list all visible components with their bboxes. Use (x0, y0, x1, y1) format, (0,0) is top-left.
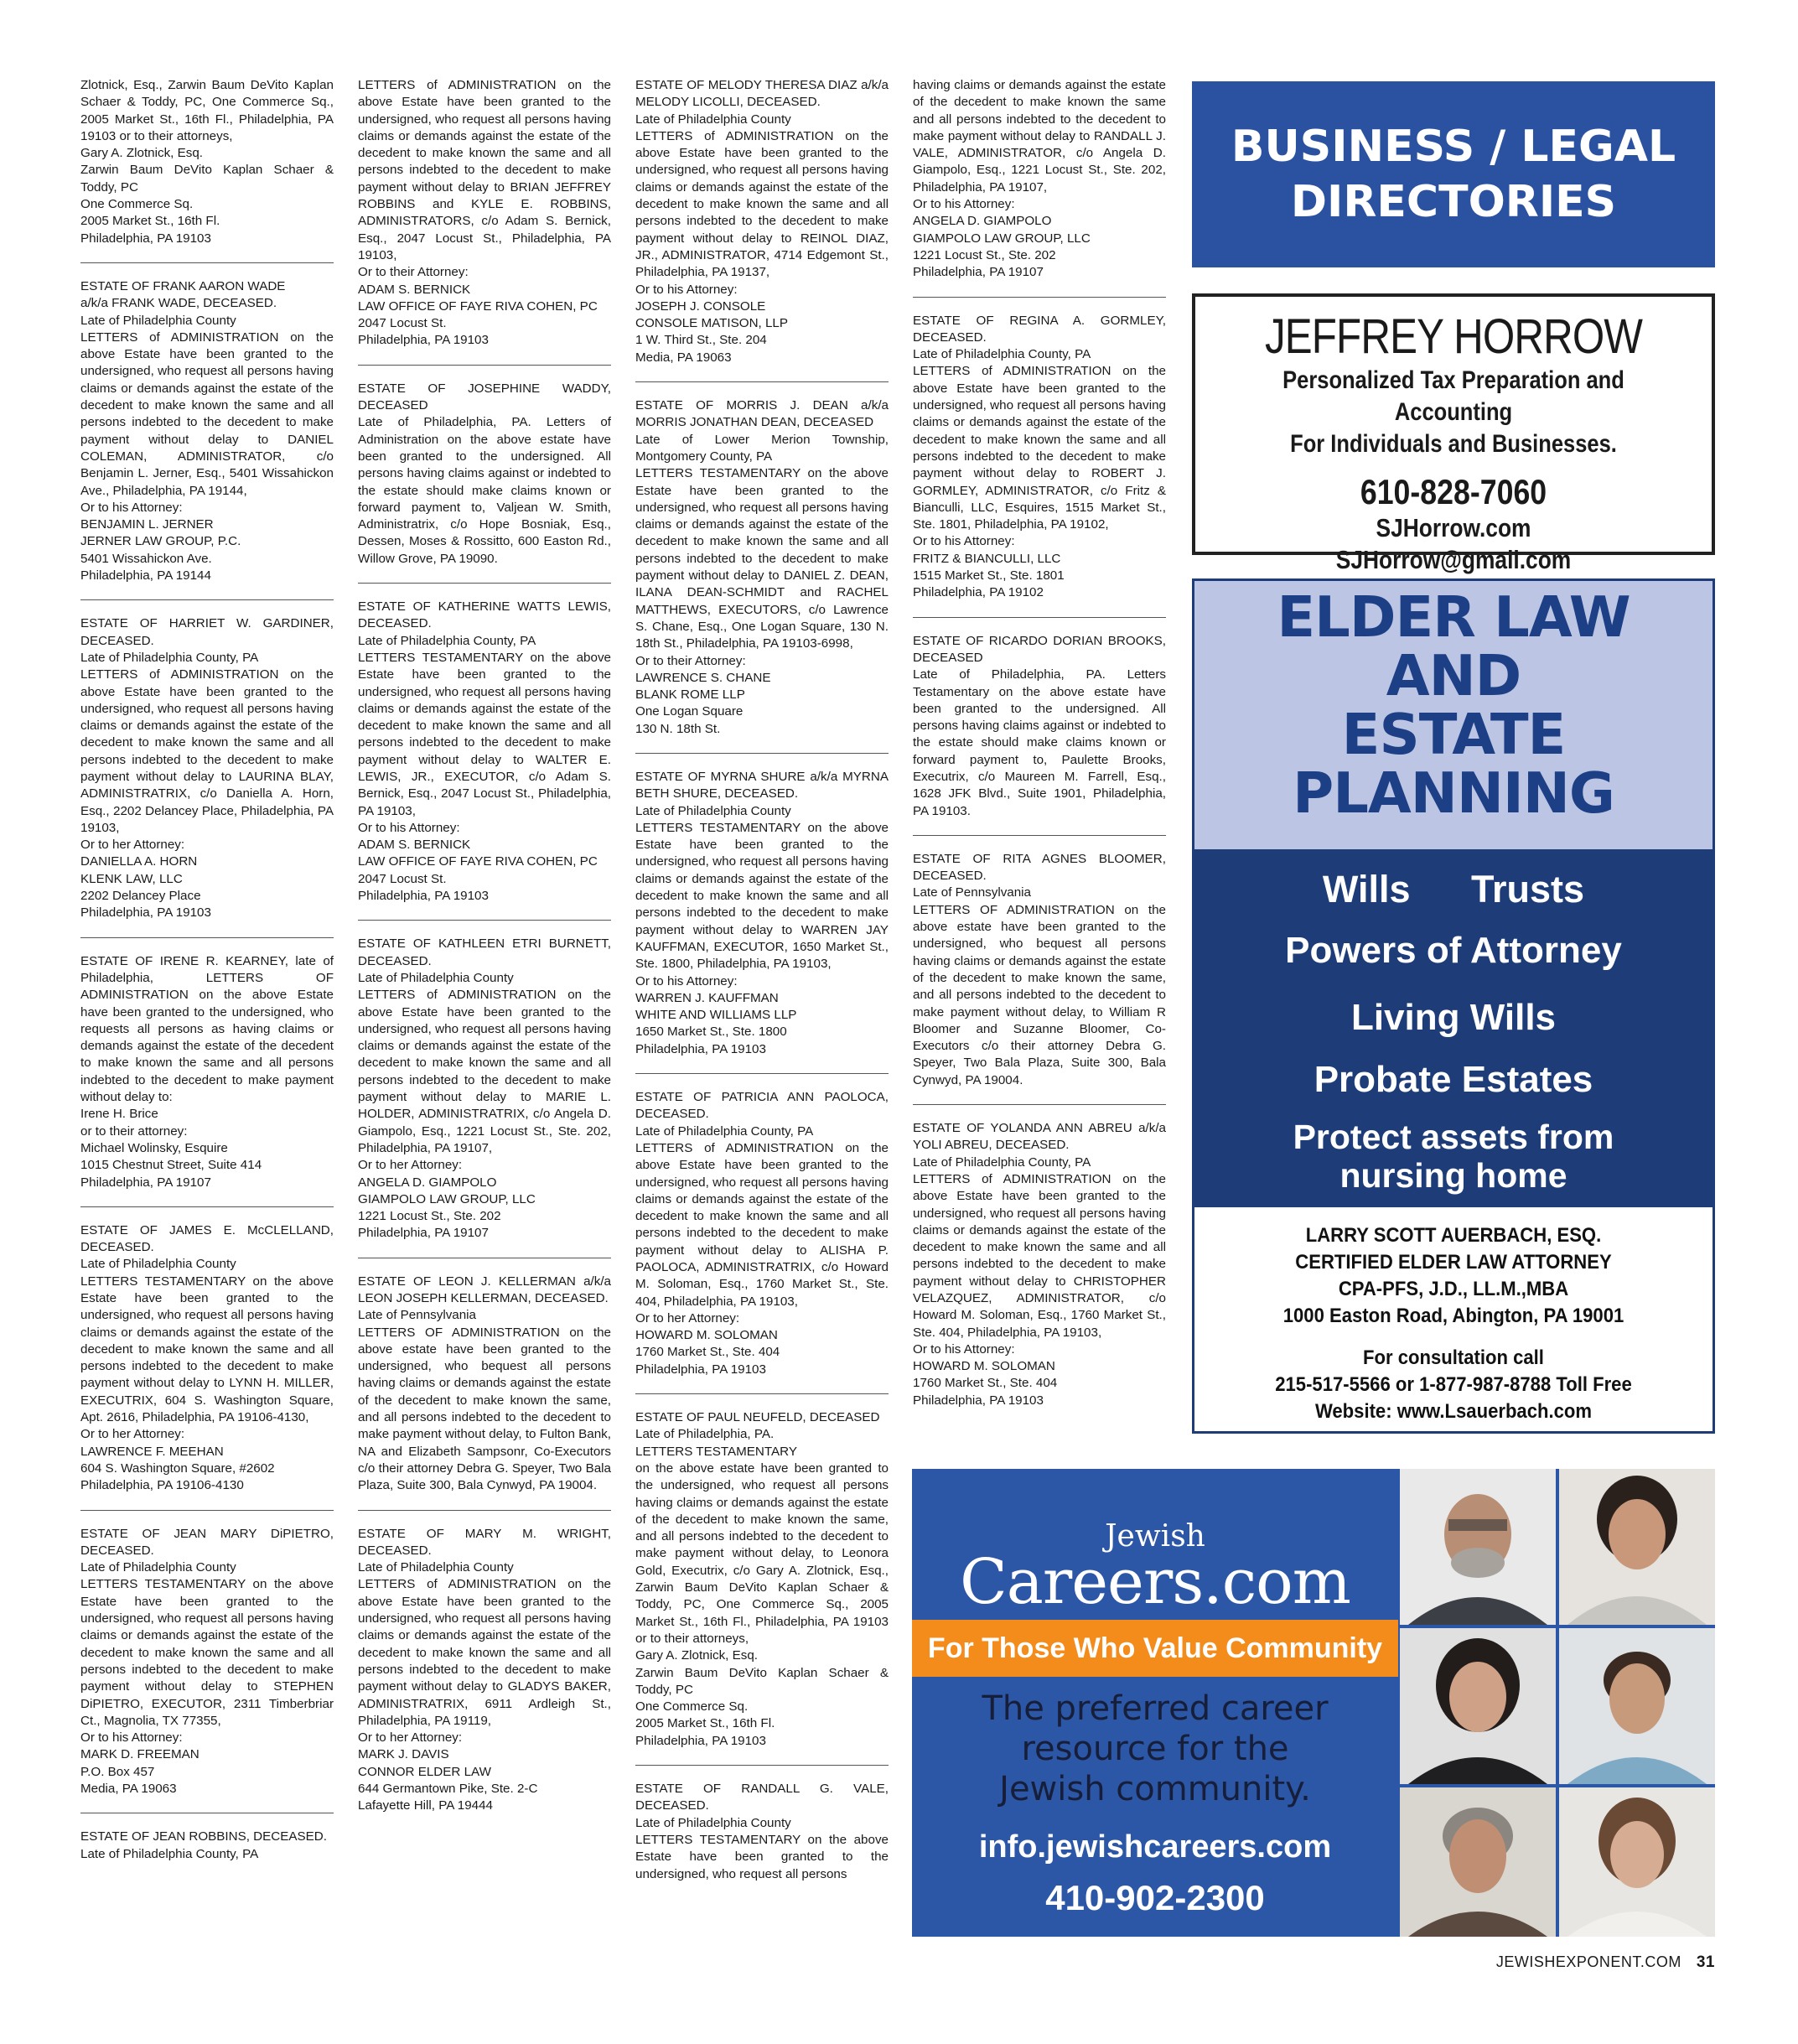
notice-heading-line: Late of Philadelphia County (80, 313, 236, 328)
notice-divider (913, 297, 1166, 298)
notice-contact-line: Philadelphia, PA 19103 (635, 1733, 766, 1748)
notice-contact-line: Philadelphia, PA 19103 (358, 333, 489, 348)
notice-contact-line: or to their attorney: (80, 1123, 188, 1139)
jc-preferred-text (912, 1689, 1398, 1809)
notice-body: Late of Philadelphia, PA. Letters of Administration on the above estate have been granted to the undersigned. All persons having claims against or indebted to the estate should make claims known or forward payment to, Valjean W. Smith, Administratrix, c/o Hope Bosniak, Esq., Dessen, Moses & Rossitto, 600 Easton Rd., Willow Grove, PA 19090. (358, 415, 611, 566)
notice-contact-line: Philadelphia, PA 19103 (80, 905, 211, 921)
notice-heading-line: ESTATE OF KATHERINE WATTS LEWIS, DECEASED. (358, 599, 611, 631)
person-photo (1559, 1787, 1715, 1937)
service-powers-of-attorney: Powers of Attorney (1285, 930, 1622, 971)
jc-phone: 410-902-2300 (1045, 1878, 1265, 1917)
notice-contact-line: Lafayette Hill, PA 19444 (358, 1798, 493, 1813)
notice-contact-line: 644 Germantown Pike, Ste. 2-C (358, 1782, 538, 1797)
notice-contact-line: GIAMPOLO LAW GROUP, LLC (358, 1191, 536, 1206)
notice-divider (635, 381, 889, 382)
business-legal-directories-banner (1192, 81, 1715, 267)
notice-contact-line: Or to her Attorney: (80, 838, 185, 853)
notice-contact-line: 2005 Market St., 16th Fl. (80, 214, 220, 229)
notice-divider (80, 599, 334, 600)
notice-heading-line: ESTATE OF PATRICIA ANN PAOLOCA, DECEASED. (635, 1090, 889, 1122)
notice-contact-line: FRITZ & BIANCULLI, LLC (913, 551, 1061, 566)
notice-contact-line: Gary A. Zlotnick, Esq. (635, 1648, 759, 1663)
notices-column-3 (635, 77, 889, 1943)
banner-line-1: BUSINESS / LEGAL (1231, 122, 1676, 172)
service-protect-line-2: nursing home (1339, 1156, 1567, 1195)
notice-heading-line: Late of Pennsylvania (358, 1308, 477, 1323)
notice-heading-line: ESTATE OF REGINA A. GORMLEY, DECEASED. (913, 313, 1166, 345)
notice-body: LETTERS of ADMINISTRATION on the above Estate have been granted to the undersigned, who request all persons having claims or demands against the estate of the decedent to make known the same and all persons indebted to the decedent to make payment without delay to ALISHA P. PAOLOCA, ADMINISTRATRIX, c/o Howard M. Soloman, Esq., 1760 Market St., Ste. 404, Philadelphia, PA 19103, (635, 1140, 889, 1309)
notice-divider (358, 920, 611, 921)
service-wills-trusts: Wills Trusts (1322, 868, 1585, 910)
legal-notice (913, 633, 1166, 820)
notice-contact-line: JOSEPH J. CONSOLE (635, 298, 766, 314)
notice-body: LETTERS TESTAMENTARY on the above Estate have been granted to the undersigned, who request all persons having claims or demands against the estate of the decedent to make known the same and all persons indebted to the decedent to make payment without delay to DANIEL Z. DEAN, ILANA DEAN-SCHMIDT and RACHEL MATTHEWS, EXECUTORS, c/o Lawrence S. Chane, Esq., One Logan Square, 130 N. 18th St., Philadelphia, PA 19103-6998, (635, 466, 889, 651)
notice-heading-line: ESTATE OF JEAN ROBBINS, DECEASED. (80, 1829, 327, 1844)
attorney-credential-1: CERTIFIED ELDER LAW ATTORNEY (1295, 1251, 1612, 1274)
notice-body: ESTATE OF IRENE R. KEARNEY, late of Philadelphia, LETTERS OF ADMINISTRATION on the above Estate have been granted to the undersigned, who requests all persons as having claims or demands against the estate of the decedent to make known the same and all persons indebted to the decedent to make payment without delay to: (80, 953, 334, 1105)
notice-divider (358, 583, 611, 584)
notice-contact-line: 1760 Market St., Ste. 404 (913, 1376, 1058, 1391)
horrow-phone: 610-828-7060 (1360, 472, 1547, 511)
horrow-tagline-2: For Individuals and Businesses. (1290, 430, 1617, 458)
notice-contact-line: BLANK ROME LLP (635, 687, 745, 703)
attorney-address: 1000 Easton Road, Abington, PA 19001 (1282, 1305, 1624, 1327)
notice-heading-line: ESTATE OF YOLANDA ANN ABREU a/k/a YOLI ABREU, DECEASED. (913, 1121, 1166, 1153)
legal-notice (358, 381, 611, 568)
service-protect-line-1: Protect assets from (1293, 1118, 1614, 1156)
notice-contact-line: GIAMPOLO LAW GROUP, LLC (913, 231, 1091, 246)
notice-heading-line: Late of Philadelphia County, PA (80, 1846, 259, 1861)
notice-contact-line: Or to their Attorney: (358, 265, 469, 280)
notice-contact-line: Philadelphia, PA 19103 (358, 889, 489, 904)
notice-contact-line: Or to her Attorney: (80, 1427, 185, 1442)
notice-contact-line: Or to her Attorney: (635, 1310, 740, 1325)
notice-heading-line: Late of Philadelphia County (80, 1560, 236, 1575)
legal-notice (635, 77, 889, 366)
notice-contact-line: 1 W. Third St., Ste. 204 (635, 333, 767, 348)
notice-heading-line: ESTATE OF MORRIS J. DEAN a/k/a MORRIS JONATHAN DEAN, DECEASED (635, 398, 889, 430)
notice-contact-line: Or to their Attorney: (635, 653, 746, 668)
notice-contact-line: LAW OFFICE OF FAYE RIVA COHEN, PC (358, 298, 598, 314)
horrow-email: SJHorrow@gmail.com (1335, 545, 1572, 574)
page-number: 31 (1696, 1953, 1715, 1971)
headline-line: ESTATE (1341, 702, 1566, 767)
notice-contact-line: Philadelphia, PA 19106-4130 (80, 1478, 244, 1493)
notices-column-2 (358, 77, 611, 1943)
notice-divider (80, 1510, 334, 1511)
notice-contact-line: 1221 Locust St., Ste. 202 (913, 247, 1056, 262)
notice-contact-line: Or to her Attorney: (358, 1158, 463, 1173)
notice-contact-line: KLENK LAW, LLC (80, 871, 183, 886)
notice-body: LETTERS TESTAMENTARY on the above Estate have been granted to the undersigned, who request all persons having claims or demands against the estate of the decedent to make known the same and all persons indebted to the decedent to make payment without delay to STEPHEN DiPIETRO, EXECUTOR, 2311 Timberbriar Ct., Magnolia, TX 77355, (80, 1577, 334, 1728)
legal-notice (635, 1409, 889, 1750)
notice-contact-line: Or to his Attorney: (80, 500, 183, 515)
notice-body: LETTERS TESTAMENTARY on the above Estate have been granted to the undersigned, who request all persons having claims or demands against the estate of the decedent to make known the same and all persons indebted to the decedent to make payment without delay to WARREN JAY KAUFFMAN, EXECUTOR, 1650 Market St., Ste. 1800, Philadelphia, PA 19103, (635, 820, 889, 972)
notice-heading-line: ESTATE OF FRANK AARON WADE (80, 278, 286, 293)
notice-heading-line: ESTATE OF JOSEPHINE WADDY, DECEASED (358, 381, 611, 413)
notice-heading-line: Late of Philadelphia County, PA (913, 1154, 1091, 1170)
notice-contact-line: LAWRENCE F. MEEHAN (80, 1444, 224, 1459)
notice-heading-line: ESTATE OF MARY M. WRIGHT, DECEASED. (358, 1526, 611, 1558)
notice-contact-line: Or to his Attorney: (358, 820, 460, 835)
notice-contact-line: LAW OFFICE OF FAYE RIVA COHEN, PC (358, 854, 598, 869)
notice-heading-line: ESTATE OF HARRIET W. GARDINER, DECEASED. (80, 616, 334, 648)
page-footer (1496, 1953, 1715, 1972)
notices-column-1 (80, 77, 334, 1943)
notice-body: LETTERS of ADMINISTRATION on the above Estate have been granted to the undersigned, who request all persons having claims or demands against the estate of the decedent to make known the same and all persons indebted to the decedent to make payment without delay to REINOL DIAZ, JR., ADMINISTRATOR, 4714 Edgemont St., Philadelphia, PA 19137, (635, 128, 889, 280)
notice-body: LETTERS of ADMINISTRATION on the above Estate have been granted to the undersigned, who request all persons having claims or demands against the estate of the decedent to make known the same and all persons indebted to the decedent to make payment without delay to GLADYS BAKER, ADMINISTRATRIX, 6911 Ardleigh St., Philadelphia, PA 19119, (358, 1577, 611, 1728)
attorney-credential-2: CPA-PFS, J.D., LL.M.,MBA (1338, 1278, 1569, 1300)
notice-contact-line: LAWRENCE S. CHANE (635, 670, 771, 685)
notice-heading-line: a/k/a FRANK WADE, DECEASED. (80, 296, 277, 311)
legal-notice (80, 615, 334, 921)
notice-body: LETTERS of ADMINISTRATION on the above Estate have been granted to the undersigned, who request all persons having claims or demands against the estate of the decedent to make known the same and all persons indebted to the decedent to make payment without delay to MARIE L. HOLDER, ADMINISTRATRIX, c/o Angela D. Giampolo, Esq., 1221 Locust St., Ste. 202, Philadelphia, PA 19107, (358, 988, 611, 1155)
legal-notice (358, 1274, 611, 1495)
jc-pref-line: Jewish community. (999, 1770, 1311, 1808)
notice-body: LETTERS OF ADMINISTRATION on the above estate have been granted to the undersigned, who bequest all persons having claims or demands against the estate of the decedent to make known the same, and all persons indebted to the decedent to make payment without delay, to Fulton Bank, NA and Elizabeth Sampsonr, Co-Executors c/o their attorney Debra G. Speyer, Two Bala Plaza, Suite 300, Bala Cynwyd, PA 19004. (358, 1325, 611, 1493)
legal-notice (80, 1222, 334, 1495)
headline-line: AND (1386, 643, 1521, 708)
legal-notice (358, 1526, 611, 1815)
legal-notice (913, 851, 1166, 1089)
notice-body: LETTERS TESTAMENTARY on the above Estate have been granted to the undersigned, who request all persons having claims or demands against the estate of the decedent to make known the same and all persons indebted to the decedent to make payment without delay to WALTER E. LEWIS, JR., EXECUTOR, c/o Adam S. Bernick, Esq., 2047 Locust St., Philadelphia, PA 19103, (358, 650, 611, 818)
notice-divider (913, 1104, 1166, 1105)
notice-divider (635, 1765, 889, 1766)
notice-contact-line: 1515 Market St., Ste. 1801 (913, 568, 1065, 584)
notice-body: on the above estate have been granted to the undersigned, who request all persons having claims or demands against the estate of the decedent to make known the same, and all persons indebted to the decedent to make payment without delay, to Leonora Gold, Executrix, c/o Gary A. Zlotnick, Esq., Zarwin Baum DeVito Kaplan Schaer & Toddy, PC, One Commerce Sq., 2005 Market St., 16th Fl., Philadelphia, PA 19103 or to their attorneys, (635, 1460, 889, 1646)
legal-notice (80, 1526, 334, 1798)
person-photo (1559, 1469, 1715, 1625)
legal-notice (358, 599, 611, 905)
legal-notice (80, 953, 334, 1191)
elder-law-contact (1215, 1207, 1692, 1425)
notice-body: LETTERS of ADMINISTRATION on the above Estate have been granted to the undersigned, who request all persons having claims or demands against the estate of the decedent to make known the same and all persons indebted to the decedent to make payment without delay to BRIAN JEFFREY ROBBINS and KYLE E. ROBBINS, ADMINISTRATORS, c/o Adam S. Bernick, Esq., 2047 Locust St., Philadelphia, PA 19103, (358, 78, 611, 262)
notice-body: LETTERS TESTAMENTARY on the above Estate have been granted to the undersigned, who request all persons having claims or demands against the estate of the decedent to make known the same and all persons indebted to the decedent to make payment without delay to LYNN H. MILLER, EXECUTRIX, 604 S. Washington Square, Apt. 2616, Philadelphia, PA 19106-4130, (80, 1274, 334, 1425)
legal-notice (635, 397, 889, 738)
legal-notice (635, 1781, 889, 1883)
legal-notice (358, 77, 611, 350)
notice-body: LETTERS of ADMINISTRATION on the above Estate have been granted to the undersigned, who request all persons having claims or demands against the estate of the decedent to make known the same and all persons indebted to the decedent to make payment without delay to LAURINA BLAY, ADMINISTRATRIX, c/o Daniella A. Horn, Esq., 2202 Delancey Place, Philadelphia, PA 19103, (80, 667, 334, 835)
notice-contact-line: Or to his Attorney: (913, 534, 1015, 549)
notice-heading-line: ESTATE OF KATHLEEN ETRI BURNETT, DECEASED. (358, 936, 611, 968)
notice-contact-line: ADAM S. BERNICK (358, 838, 471, 853)
notice-contact-line: Or to his Attorney: (80, 1730, 183, 1746)
notice-heading-line: Late of Philadelphia County (80, 1257, 236, 1272)
horrow-website: SJHorrow.com (1376, 513, 1531, 542)
notice-contact-line: 2202 Delancey Place (80, 889, 201, 904)
notice-contact-line: BENJAMIN L. JERNER (80, 517, 214, 532)
notice-contact-line: ADAM S. BERNICK (358, 282, 471, 297)
notice-heading-line: Late of Philadelphia County (358, 1560, 514, 1575)
jc-band: For Those Who Value Community (912, 1620, 1398, 1677)
notice-contact-line: Philadelphia, PA 19144 (80, 568, 211, 584)
notice-contact-line: 1015 Chestnut Street, Suite 414 (80, 1158, 262, 1173)
legal-notice (913, 77, 1166, 282)
notice-contact-line: Philadelphia, PA 19103 (80, 231, 211, 246)
legal-notice (635, 1089, 889, 1378)
jc-url: info.jewishcareers.com (978, 1829, 1332, 1865)
notice-divider (358, 365, 611, 366)
notice-heading-line: Late of Philadelphia County, PA (80, 650, 259, 665)
notice-contact-line: Media, PA 19063 (635, 350, 732, 365)
person-photo (1559, 1628, 1715, 1784)
notice-heading-line: Late of Philadelphia County (635, 112, 791, 127)
notice-contact-line: Or to her Attorney: (358, 1730, 463, 1746)
notice-divider (635, 1073, 889, 1074)
attorney-name: LARRY SCOTT AUERBACH, ESQ. (1305, 1224, 1602, 1247)
legal-notice (635, 769, 889, 1058)
notice-heading-line: Late of Pennsylvania (913, 885, 1032, 900)
notice-contact-line: 1221 Locust St., Ste. 202 (358, 1209, 501, 1224)
legal-notice (80, 77, 334, 247)
jc-pref-line: resource for the (1021, 1730, 1289, 1768)
notice-body: LETTERS of ADMINISTRATION on the above Estate have been granted to the undersigned, who request all persons having claims or demands against the estate of the decedent to make known the same and all persons indebted to the decedent to make payment without delay to DANIEL COLEMAN, ADMINISTRATOR, c/o Benjamin L. Jerner, Esq., 5401 Wissahickon Ave., Philadelphia, PA 19144, (80, 329, 334, 498)
notice-contact-line: Philadelphia, PA 19103 (635, 1041, 766, 1056)
consult-label: For consultation call (1363, 1346, 1544, 1369)
notice-heading-line: Late of Philadelphia County, PA (913, 347, 1091, 362)
notice-divider (913, 835, 1166, 836)
elder-law-services (1194, 849, 1713, 1207)
notice-contact-line: P.O. Box 457 (80, 1764, 155, 1779)
notice-contact-line: Philadelphia, PA 19102 (913, 585, 1044, 600)
notice-heading-line: Late of Philadelphia, PA. (635, 1427, 775, 1442)
notice-heading-line: Late of Philadelphia County, PA (358, 633, 536, 648)
headline-line: ELDER LAW (1277, 584, 1630, 650)
notice-contact-line: CONNOR ELDER LAW (358, 1764, 491, 1779)
notice-divider (358, 1510, 611, 1511)
notice-contact-line: 1760 Market St., Ste. 404 (635, 1345, 780, 1360)
notice-contact-line: MARK J. DAVIS (358, 1747, 449, 1762)
notice-contact-line: 2047 Locust St. (358, 316, 447, 331)
notice-contact-line: 2047 Locust St. (358, 871, 447, 886)
jc-pref-line: The preferred career (982, 1689, 1329, 1728)
notice-heading-line: Late of Philadelphia County (358, 970, 514, 985)
jewish-careers-ad (912, 1469, 1715, 1937)
notice-heading-line: ESTATE OF MYRNA SHURE a/k/a MYRNA BETH SHURE, DECEASED. (635, 769, 889, 802)
notice-body: LETTERS TESTAMENTARY on the above Estate have been granted to the undersigned, who request all persons (635, 1832, 889, 1881)
elder-law-headline (1194, 581, 1713, 849)
horrow-tagline-1: Personalized Tax Preparation and Accounting (1282, 366, 1624, 426)
notice-contact-line: Philadelphia, PA 19103 (635, 1362, 766, 1377)
notice-heading-line: Late of Philadelphia County (635, 803, 791, 818)
notice-divider (635, 753, 889, 754)
notice-divider (80, 937, 334, 938)
footer-site: JEWISHEXPONENT.COM (1495, 1953, 1681, 1970)
notice-heading-line: ESTATE OF PAUL NEUFELD, DECEASED (635, 1410, 880, 1425)
notice-contact-line: WHITE AND WILLIAMS LLP (635, 1008, 797, 1023)
notice-contact-line: ANGELA D. GIAMPOLO (358, 1175, 497, 1190)
banner-line-2: DIRECTORIES (1290, 177, 1617, 227)
notice-heading-line: ESTATE OF LEON J. KELLERMAN a/k/a LEON JOSEPH KELLERMAN, DECEASED. (358, 1274, 611, 1305)
notice-contact-line: Philadelphia, PA 19107 (80, 1175, 211, 1190)
notice-contact-line: Or to his Attorney: (635, 973, 738, 988)
notice-contact-line: 5401 Wissahickon Ave. (80, 551, 212, 566)
notice-contact-line: One Logan Square (635, 704, 744, 719)
headline-line: PLANNING (1293, 760, 1614, 826)
notice-contact-line: WARREN J. KAUFFMAN (635, 990, 779, 1005)
notice-contact-line: Michael Wolinsky, Esquire (80, 1140, 228, 1155)
legal-notice (913, 313, 1166, 602)
notice-divider (913, 617, 1166, 618)
jc-logo-small: Jewish (1105, 1519, 1205, 1554)
notice-contact-line: Zarwin Baum DeVito Kaplan Schaer & Toddy, PC (635, 1665, 889, 1697)
notice-contact-line: DANIELLA A. HORN (80, 854, 198, 869)
legal-notice (358, 936, 611, 1242)
notice-heading-line: Late of Philadelphia County, PA (635, 1123, 814, 1139)
notice-divider (635, 1393, 889, 1394)
notice-contact-line: Philadelphia, PA 19107 (913, 265, 1044, 280)
horrow-ad (1192, 293, 1715, 574)
notice-contact-line: Irene H. Brice (80, 1107, 158, 1122)
jc-logo-large: Careers.com (960, 1546, 1350, 1618)
notice-heading-line: Late of Lower Merion Township, Montgomery County, PA (635, 432, 889, 464)
person-photo (1400, 1628, 1556, 1784)
legal-notice (913, 1120, 1166, 1409)
elder-website: Website: www.Lsauerbach.com (1314, 1400, 1593, 1423)
notice-heading-line: ESTATE OF JAMES E. McCLELLAND, DECEASED. (80, 1222, 334, 1255)
notice-body: LETTERS of ADMINISTRATION on the above Estate have been granted to the undersigned, who request all persons having claims or demands against the estate of the decedent to make known the same and all persons indebted to the decedent to make payment without delay to CHRISTOPHER VELAZQUEZ, ADMINISTRATOR, c/o Howard M. Soloman, Esq., 1760 Market St., Ste. 404, Philadelphia, PA 19103, (913, 1171, 1166, 1340)
notice-body: having claims or demands against the estate of the decedent to make known the same and all persons indebted to the decedent to make payment without delay to RANDALL J. VALE, ADMINISTRATOR, c/o Angela D. Giampolo, Esq., 1221 Locust St., Ste. 202, Philadelphia, PA 19107, (913, 78, 1166, 195)
notice-divider (80, 1206, 334, 1207)
horrow-name: JEFFREY HORROW (1264, 309, 1643, 364)
consult-phones: 215-517-5566 or 1-877-987-8788 Toll Free (1275, 1373, 1632, 1396)
notice-heading-line: LETTERS TESTAMENTARY (635, 1444, 797, 1459)
person-photo (1400, 1787, 1556, 1937)
notice-contact-line: Philadelphia, PA 19103 (913, 1393, 1044, 1408)
notice-contact-line: HOWARD M. SOLOMAN (635, 1328, 778, 1343)
notice-contact-line: One Commerce Sq. (80, 197, 194, 212)
notice-contact-line: One Commerce Sq. (635, 1699, 749, 1715)
notice-contact-line: Zarwin Baum DeVito Kaplan Schaer & Toddy, PC (80, 163, 334, 195)
notice-contact-line: HOWARD M. SOLOMAN (913, 1359, 1055, 1374)
notice-heading-line: ESTATE OF RITA AGNES BLOOMER, DECEASED. (913, 851, 1166, 884)
legal-notice (80, 1829, 334, 1863)
notice-contact-line: 130 N. 18th St. (635, 721, 721, 736)
notice-heading-line: ESTATE OF RANDALL G. VALE, DECEASED. (635, 1782, 889, 1813)
notice-divider (80, 262, 334, 263)
notice-contact-line: 2005 Market St., 16th Fl. (635, 1716, 775, 1731)
notice-heading-line: Zlotnick, Esq., Zarwin Baum DeVito Kaplan Schaer & Toddy, PC, One Commerce Sq., 2005 Market St., 16th Fl., Philadelphia, PA 19103 or to their attorneys, (80, 78, 334, 143)
person-photo (1400, 1469, 1556, 1625)
service-living-wills: Living Wills (1350, 997, 1557, 1038)
notice-body: LETTERS of ADMINISTRATION on the above Estate have been granted to the undersigned, who request all persons having claims or demands against the estate of the decedent to make known the same and all persons indebted to the decedent to make payment without delay to ROBERT J. GORMLEY, ADMINISTRATOR, c/o Fritz & Bianculli, LLC, Esquires, 1515 Market St., Ste. 1801, Philadelphia, PA 19102, (913, 364, 1166, 532)
notice-contact-line: MARK D. FREEMAN (80, 1747, 199, 1762)
notice-contact-line: ANGELA D. GIAMPOLO (913, 214, 1052, 229)
notice-heading-line: Late of Philadelphia County (635, 1815, 791, 1830)
elder-law-ad (1192, 578, 1715, 1434)
notice-contact-line: Gary A. Zlotnick, Esq. (80, 146, 204, 161)
notice-contact-line: 1650 Market St., Ste. 1800 (635, 1025, 787, 1040)
notice-contact-line: Or to his Attorney: (635, 282, 738, 297)
service-protect-assets (1194, 1118, 1713, 1195)
notice-heading-line: ESTATE OF RICARDO DORIAN BROOKS, DECEASED (913, 633, 1166, 665)
notice-heading-line: ESTATE OF MELODY THERESA DIAZ a/k/a MELODY LICOLLI, DECEASED. (635, 78, 889, 110)
notice-contact-line: Philadelphia, PA 19107 (358, 1226, 489, 1241)
notice-body: Late of Philadelphia, PA. Letters Testamentary on the above estate have been granted to the undersigned. All persons having claims against or indebted to the estate should make claims known or forward payment to, Paulette Brooks, Executrix, c/o Maureen M. Farrell, Esq., 1628 JFK Blvd., Suite 1901, Philadelphia, PA 19103. (913, 667, 1166, 818)
notice-heading-line: ESTATE OF JEAN MARY DiPIETRO, DECEASED. (80, 1526, 334, 1558)
notice-contact-line: Or to his Attorney: (913, 1341, 1015, 1357)
service-probate-estates: Probate Estates (1314, 1059, 1593, 1100)
notice-contact-line: CONSOLE MATISON, LLP (635, 316, 789, 331)
notice-body: LETTERS OF ADMINISTRATION on the above estate have been granted to the undersigned, who bequest all persons having claims or demands against the estate of the decedent to make known the same, and all persons indebted to the decedent to make payment without delay, to William R Bloomer and Suzanne Bloomer, Co-Executors c/o their attorney Debra G. Speyer, Two Bala Plaza, Suite 300, Bala Cynwyd, PA 19004. (913, 902, 1166, 1087)
notice-contact-line: Media, PA 19063 (80, 1782, 177, 1797)
notice-contact-line: Or to his Attorney: (913, 197, 1015, 212)
notice-contact-line: JERNER LAW GROUP, P.C. (80, 534, 241, 549)
notice-contact-line: 604 S. Washington Square, #2602 (80, 1460, 275, 1476)
legal-notice (80, 278, 334, 584)
